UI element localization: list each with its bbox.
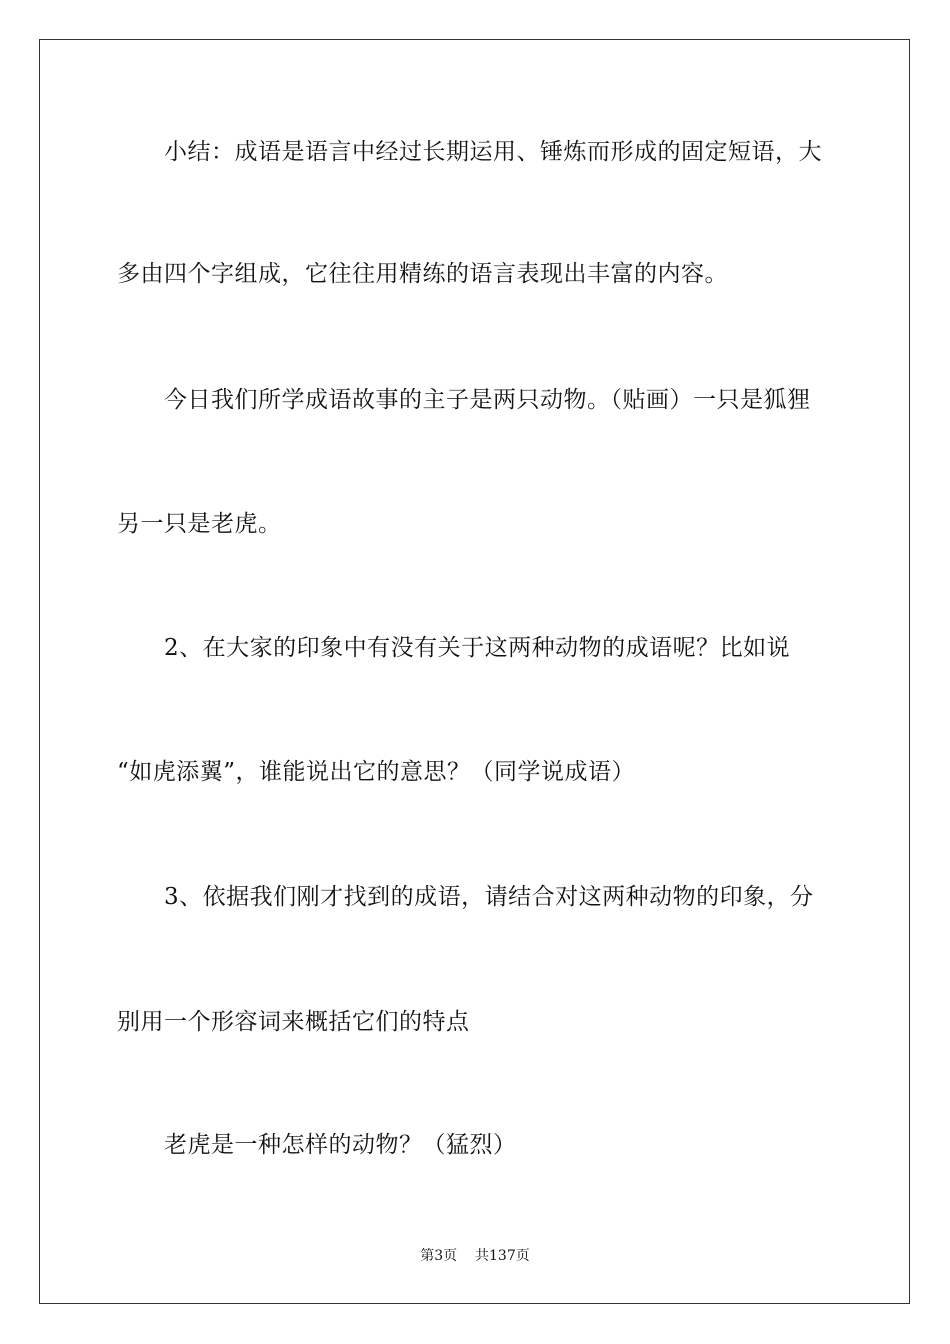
paragraph-line: 别用一个形容词来概括它们的特点 xyxy=(117,1009,470,1035)
paragraph-line: 多由四个字组成，它往往用精练的语言表现出丰富的内容。 xyxy=(117,261,728,287)
paragraph-line: 2、在大家的印象中有没有关于这两种动物的成语呢？比如说 xyxy=(164,635,791,661)
page-border xyxy=(39,39,910,1304)
page-number: 第3页 xyxy=(420,1248,458,1264)
paragraph-line: 另一只是老虎。 xyxy=(117,511,282,537)
paragraph-line: 老虎是一种怎样的动物？（猛烈） xyxy=(164,1132,517,1158)
page-footer xyxy=(0,1248,950,1264)
page-total: 共137页 xyxy=(475,1248,530,1264)
paragraph-line: 3、依据我们刚才找到的成语，请结合对这两种动物的印象，分 xyxy=(164,884,814,910)
paragraph-line: “如虎添翼”，谁能说出它的意思？（同学说成语） xyxy=(117,759,636,785)
paragraph-line: 小结：成语是语言中经过长期运用、锤炼而形成的固定短语，大 xyxy=(164,139,822,165)
paragraph-line: 今日我们所学成语故事的主子是两只动物。（贴画）一只是狐狸 xyxy=(164,387,811,413)
